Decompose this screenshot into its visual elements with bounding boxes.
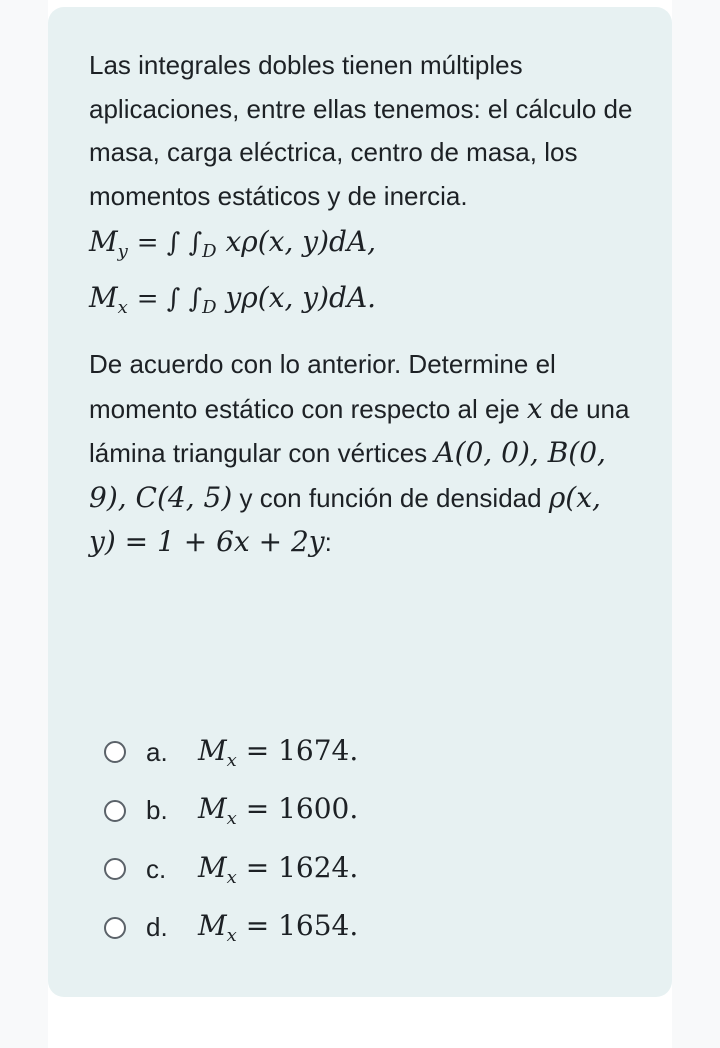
equation-my-integrand: xρ(x, y)dA, [225, 225, 377, 258]
option-value: $M_x = 1624$. [198, 850, 359, 888]
option-d[interactable] [104, 899, 624, 958]
answer-options [104, 723, 624, 957]
equation-mx-sub: x [117, 296, 128, 318]
option-letter: a. [146, 736, 168, 767]
question-intro: Las integrales dobles tienen múltiples aplicaciones, entre ellas tenemos: el cálculo de masa, carga eléctrica, centro de masa, los momentos estáticos y de inercia. [89, 50, 633, 211]
option-letter: d. [146, 912, 168, 943]
option-c[interactable] [104, 840, 624, 899]
radio-a[interactable] [104, 741, 126, 763]
equation-mx-integral: = ∫ ∫ [136, 283, 203, 314]
radio-c[interactable] [104, 858, 126, 880]
option-letter: b. [146, 795, 168, 826]
equation-mx-integrand: yρ(x, y)dA. [225, 280, 377, 314]
equation-mx [89, 276, 634, 330]
option-value: $M_x = 1674$. [198, 733, 359, 771]
equation-my [89, 220, 634, 274]
equation-my-integral: = ∫ ∫ [136, 228, 203, 258]
radio-d[interactable] [104, 917, 126, 939]
density-function: ρ(x, y) = 1 + 6x + 2y [89, 480, 601, 558]
option-letter: c. [146, 853, 167, 884]
radio-b[interactable] [104, 800, 126, 822]
vertices-math: A(0, 0), B(0, 9), C(4, 5) [89, 436, 606, 514]
equation-mx-domain: D [202, 296, 217, 318]
equation-my-lhs: M [89, 225, 118, 258]
option-b[interactable] [104, 782, 624, 841]
equation-mx-lhs: M [89, 280, 118, 314]
option-value: $M_x = 1654$. [198, 909, 359, 947]
question-body: De acuerdo con lo anterior. Determine el momento estático con respecto al eje x de una lámina triangular con vértices A(0, 0), B(0, 9), C(4, 5) y con función de densidad ρ(x, y) = 1 + 6x + 2y: [89, 349, 630, 558]
option-value: $M_x = 1600$. [198, 792, 359, 830]
question-text [89, 44, 634, 565]
axis-symbol: x [526, 391, 543, 425]
equation-my-domain: D [202, 241, 217, 262]
option-a[interactable] [104, 723, 624, 782]
equation-my-sub: y [117, 241, 128, 262]
